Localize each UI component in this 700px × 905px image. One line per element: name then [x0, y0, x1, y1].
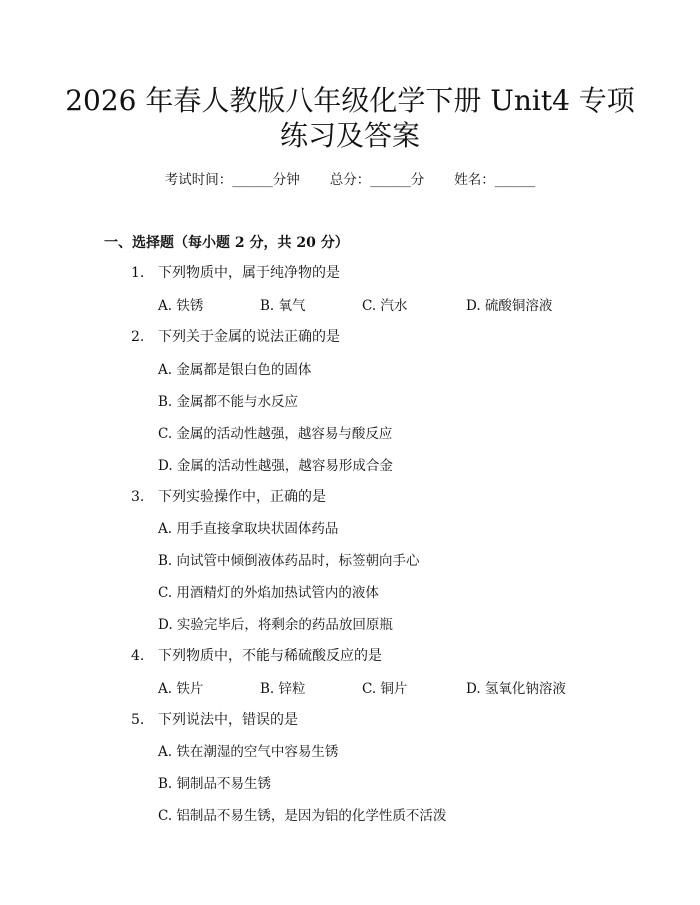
option: A. 金属都是银白色的固体 [158, 362, 312, 378]
question-stem: 下列关于金属的说法正确的是 [158, 329, 340, 345]
question-number: 4. [131, 648, 145, 664]
student-name: 姓名：______ [454, 172, 536, 188]
option: A. 铁片 [158, 681, 204, 697]
exam-meta [0, 168, 700, 188]
question-2 [131, 326, 340, 346]
option: D. 硫酸铜溶液 [466, 298, 553, 314]
option: B. 锌粒 [260, 681, 306, 697]
question-number: 1. [131, 265, 145, 281]
option: A. 铁在潮湿的空气中容易生锈 [158, 744, 339, 760]
option: D. 金属的活动性越强，越容易形成合金 [158, 458, 393, 474]
option: D. 氢氧化钠溶液 [466, 681, 566, 697]
question-stem: 下列物质中，不能与稀硫酸反应的是 [158, 648, 382, 664]
option: B. 金属都不能与水反应 [158, 394, 299, 410]
option: A. 铁锈 [158, 298, 204, 314]
question-4 [131, 645, 382, 665]
question-number: 5. [131, 712, 145, 728]
option: C. 用酒精灯的外焰加热试管内的液体 [158, 585, 379, 601]
exam-time: 考试时间：______分钟 [164, 172, 300, 188]
option: B. 向试管中倾倒液体药品时，标签朝向手心 [158, 553, 420, 569]
question-stem: 下列说法中，错误的是 [158, 712, 298, 728]
option: B. 铜制品不易生锈 [158, 776, 272, 792]
option: C. 铜片 [362, 681, 408, 697]
question-5 [131, 709, 298, 729]
option: C. 金属的活动性越强，越容易与酸反应 [158, 426, 393, 442]
section-heading: 一、选择题（每小题 2 分，共 20 分） [104, 235, 349, 251]
question-1 [131, 262, 340, 282]
question-stem: 下列实验操作中，正确的是 [158, 489, 326, 505]
question-stem: 下列物质中，属于纯净物的是 [158, 265, 340, 281]
option: D. 实验完毕后，将剩余的药品放回原瓶 [158, 617, 393, 633]
document-title-line-1: 2026 年春人教版八年级化学下册 Unit4 专项 [65, 84, 635, 117]
question-3 [131, 486, 326, 506]
option: A. 用手直接拿取块状固体药品 [158, 521, 339, 537]
option: C. 汽水 [362, 298, 408, 314]
option: B. 氧气 [260, 298, 306, 314]
total-score: 总分：______分 [329, 172, 425, 188]
document-title-line-2: 练习及答案 [279, 119, 420, 152]
question-number: 2. [131, 329, 145, 345]
question-number: 3. [131, 489, 145, 505]
option: C. 铝制品不易生锈，是因为铝的化学性质不活泼 [158, 808, 447, 824]
